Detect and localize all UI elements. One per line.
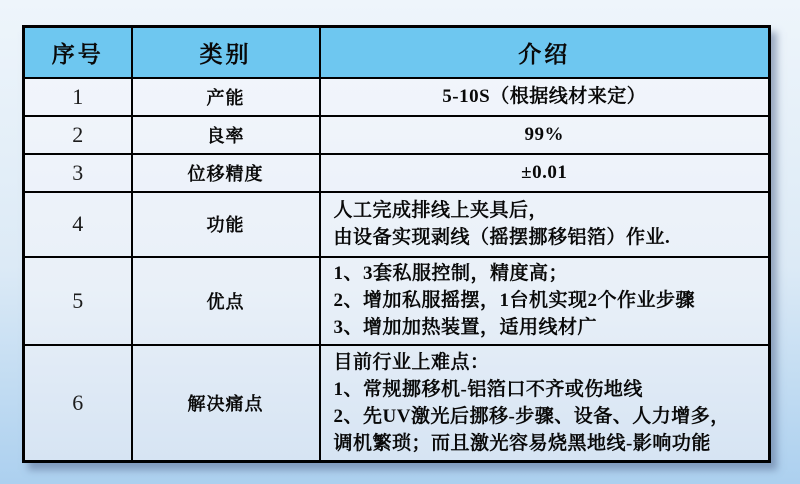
intro-line: 目前行业上难点：: [333, 351, 490, 373]
row-intro: [320, 257, 770, 345]
header-category: 类别: [132, 27, 320, 78]
row-intro: [320, 345, 770, 462]
row-category: 功能: [132, 192, 320, 257]
intro-line: 1、3套私服控制，精度高；: [333, 263, 569, 284]
intro-line: 99%: [524, 123, 564, 145]
table-row: [24, 154, 770, 192]
row-category: 良率: [132, 116, 320, 154]
row-intro: [320, 78, 770, 116]
intro-line: 由设备实现剥线（摇摆挪移铝箔）作业.: [333, 227, 671, 248]
header-no: 序号: [24, 27, 132, 78]
intro-line: 5-10S（根据线材来定）: [442, 85, 647, 107]
table-header-row: [24, 27, 770, 78]
row-category: 产能: [132, 78, 320, 116]
intro-line: 调机繁琐；而且激光容易烧黑地线-影响功能: [333, 432, 711, 454]
row-no: 4: [24, 192, 132, 257]
row-category: 位移精度: [132, 154, 320, 192]
row-intro: [320, 192, 770, 257]
table-row: [24, 257, 770, 345]
row-no: 2: [24, 116, 132, 154]
row-intro: [320, 116, 770, 154]
row-category: 优点: [132, 257, 320, 345]
row-no: 6: [24, 345, 132, 462]
header-intro: 介绍: [320, 27, 770, 78]
spec-table: [22, 25, 771, 463]
intro-line: 2、先UV激光后挪移-步骤、设备、人力增多，: [333, 405, 730, 427]
table-row: [24, 345, 770, 462]
table-row: [24, 78, 770, 116]
table-row: [24, 192, 770, 257]
table-row: [24, 116, 770, 154]
intro-line: 1、常规挪移机-铝箔口不齐或伤地线: [333, 378, 643, 400]
row-no: 3: [24, 154, 132, 192]
intro-line: 2、增加私服摇摆，1台机实现2个作业步骤: [333, 290, 696, 311]
row-category: 解决痛点: [132, 345, 320, 462]
intro-line: ±0.01: [521, 161, 568, 183]
intro-line: 3、增加加热装置，适用线材广: [333, 317, 598, 338]
row-no: 1: [24, 78, 132, 116]
row-intro: [320, 154, 770, 192]
intro-line: 人工完成排线上夹具后，: [333, 200, 549, 221]
row-no: 5: [24, 257, 132, 345]
